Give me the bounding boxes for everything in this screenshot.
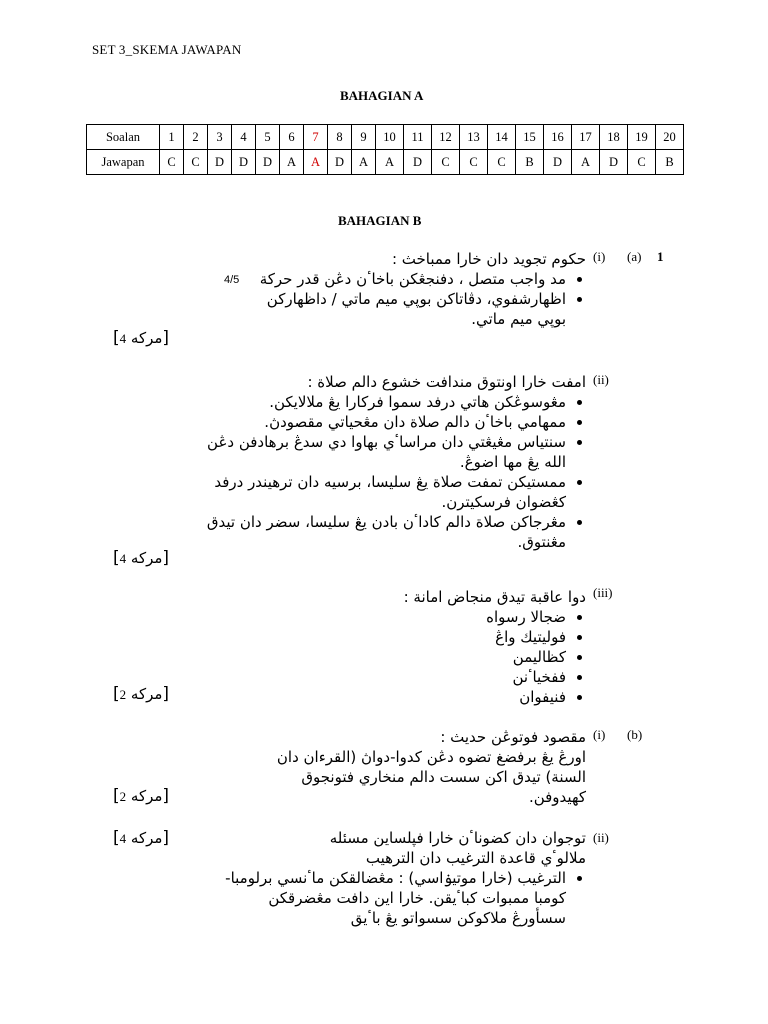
marks-number: 4: [119, 331, 127, 346]
marks-word: مرکه: [130, 329, 163, 347]
answer-cell: A: [280, 150, 304, 175]
part-label-a: (a): [627, 249, 642, 264]
list-item: • کظاليمن: [246, 647, 566, 667]
marks-word: مرکه: [130, 685, 163, 703]
sub-label: (iii): [593, 585, 613, 600]
side-note: 4/5: [224, 274, 240, 286]
answer-cell: D: [544, 150, 572, 175]
question-number: 10: [376, 125, 404, 150]
answer-block-a-ii: [205, 372, 586, 552]
marks-number: 4: [119, 551, 127, 566]
question-number: 12: [432, 125, 460, 150]
bracket-open: [: [113, 828, 120, 848]
bracket-close: ]: [162, 548, 170, 568]
marks-number: 2: [119, 789, 127, 804]
list-item: • ففخياٴنن: [246, 667, 566, 687]
list-item: • فوليتيك واڠ: [246, 627, 566, 647]
question-number: 8: [328, 125, 352, 150]
bracket-open: [: [113, 786, 120, 806]
question-number-highlighted: 7: [304, 125, 328, 150]
question-number: 2: [184, 125, 208, 150]
answer-cell: C: [628, 150, 656, 175]
answer-heading: مقصود فوتوڠن حديث :: [440, 728, 586, 746]
answer-list: [246, 607, 586, 707]
answer-list: [205, 392, 586, 552]
list-item: • مڠوسوڠکن هاتي درفد سموا فرکارا يڠ ملالايکن.: [205, 392, 566, 412]
question-number: 16: [544, 125, 572, 150]
answer-cell: A: [376, 150, 404, 175]
question-number: 9: [352, 125, 376, 150]
answer-heading: توجوان دان کضوناٴن خارا فڽلساين مسئله: [329, 829, 586, 847]
bracket-close: ]: [162, 328, 170, 348]
list-item: • الترغيب (خارا موتيۏاسي) : مڠضالقکن ماٴنسي برلومبا-کومبا ممبوات کباٴيقن. خارا اين دافت مڠضرقکن سسأورڠ ملاکوکن سسواتو يڠ باٴيق: [225, 868, 566, 928]
question-number: 17: [572, 125, 600, 150]
question-number: 15: [516, 125, 544, 150]
answer-block-a-iii: [246, 587, 586, 707]
marks-word: مرکه: [130, 787, 163, 805]
list-item: • ضجالا رسواه: [246, 607, 566, 627]
answer-cell: D: [256, 150, 280, 175]
question-number: 20: [656, 125, 684, 150]
answer-cell: D: [232, 150, 256, 175]
sub-label: (i): [593, 249, 606, 264]
question-number: 19: [628, 125, 656, 150]
marks-label: [113, 786, 169, 806]
answer-cell: B: [516, 150, 544, 175]
list-item: • مد واجب متصل ، دفنجڠکن باخاٴن دڠن قدر حرکة: [246, 269, 566, 289]
answer-cell: D: [404, 150, 432, 175]
answer-heading: امفت خارا اونتوق مندافت خشوع دالم صلاة :: [307, 373, 586, 391]
question-number: 13: [460, 125, 488, 150]
answer-cell: A: [352, 150, 376, 175]
answer-block-b-ii: [225, 828, 586, 928]
marks-word: مرکه: [130, 829, 163, 847]
answer-cell: B: [656, 150, 684, 175]
bracket-open: [: [113, 684, 120, 704]
answer-cell: C: [432, 150, 460, 175]
list-item: • ممهامي باخاٴن دالم صلاة دان مڠحياتي مقصودڽ.: [205, 412, 566, 432]
marks-label: [113, 828, 169, 848]
question-number: 14: [488, 125, 516, 150]
answer-cell: C: [460, 150, 488, 175]
question-number: 6: [280, 125, 304, 150]
sub-label: (ii): [593, 830, 609, 845]
answer-heading-line2: ملالوٴي قاعدة الترغيب دان الترهيب: [365, 849, 586, 867]
list-item: • اظهارشفوي، دڤاتاکن بوڽي ميم ماتي / داظهارکن بوڽي ميم ماتي.: [246, 289, 566, 329]
part-label-b: (b): [627, 727, 643, 742]
answer-line: السنة) تيدق اکن سست دالم منخاري فتونجوق: [301, 768, 586, 786]
bracket-open: [: [113, 548, 120, 568]
answer-cell: C: [488, 150, 516, 175]
bracket-close: ]: [162, 786, 170, 806]
answer-line: اورڠ يڠ برفضغ تضوه دڠن کدوا-دواڽ (القرءان دان: [276, 748, 586, 766]
question-number: 11: [404, 125, 432, 150]
answer-heading: دوا عاقبة تيدق منجاض امانة :: [403, 588, 586, 606]
answer-list: [246, 269, 586, 329]
marks-label: [113, 328, 169, 348]
question-number: 4: [232, 125, 256, 150]
marks-label: [113, 548, 169, 568]
answer-block-a-i: [246, 249, 586, 329]
list-item: • فنيفوان: [246, 687, 566, 707]
marks-label: [113, 684, 169, 704]
marks-number: 4: [119, 831, 127, 846]
question-number: 3: [208, 125, 232, 150]
question-number: 18: [600, 125, 628, 150]
section-b-title: BAHAGIAN B: [338, 213, 422, 228]
bracket-open: [: [113, 328, 120, 348]
question-number: 1: [160, 125, 184, 150]
answer-line: کهيدوفن.: [528, 788, 586, 806]
answer-cell-highlighted: A: [304, 150, 328, 175]
list-item: • ممستيکن تمفت صلاة يڠ سليسا، برسيه دان ترهيندر درفد کڠضوان فرسکيترن.: [205, 472, 566, 512]
list-item: • سنتياس مڠيڠتي دان مراساٴي بهاوا دي سدڠ برهادفن دڠن الله يڠ مها اضوڠ.: [205, 432, 566, 472]
section-a-title: BAHAGIAN A: [340, 88, 424, 103]
bracket-close: ]: [162, 828, 170, 848]
sub-label: (i): [593, 727, 606, 742]
bracket-close: ]: [162, 684, 170, 704]
row-label-soalan: Soalan: [87, 125, 160, 150]
answer-list: [225, 868, 586, 928]
answer-cell: D: [600, 150, 628, 175]
list-item: • مڠرجاکن صلاة دالم کاداٴن بادن يڠ سليسا، سضر دان تيدق مڠنتوق.: [205, 512, 566, 552]
question-number: 5: [256, 125, 280, 150]
answer-row: [87, 150, 684, 175]
answer-table: [86, 124, 684, 175]
marks-number: 2: [119, 687, 127, 702]
document-header: SET 3_SKEMA JAWAPAN: [92, 42, 242, 57]
answer-cell: C: [184, 150, 208, 175]
answer-heading: حکوم تجويد دان خارا ممباخث :: [391, 250, 586, 268]
question-number-label: 1: [657, 249, 664, 264]
answer-cell: D: [328, 150, 352, 175]
marks-word: مرکه: [130, 549, 163, 567]
row-label-jawapan: Jawapan: [87, 150, 160, 175]
answer-cell: D: [208, 150, 232, 175]
answer-cell: C: [160, 150, 184, 175]
answer-block-b-i: [205, 727, 586, 807]
question-row: [87, 125, 684, 150]
sub-label: (ii): [593, 372, 609, 387]
answer-cell: A: [572, 150, 600, 175]
